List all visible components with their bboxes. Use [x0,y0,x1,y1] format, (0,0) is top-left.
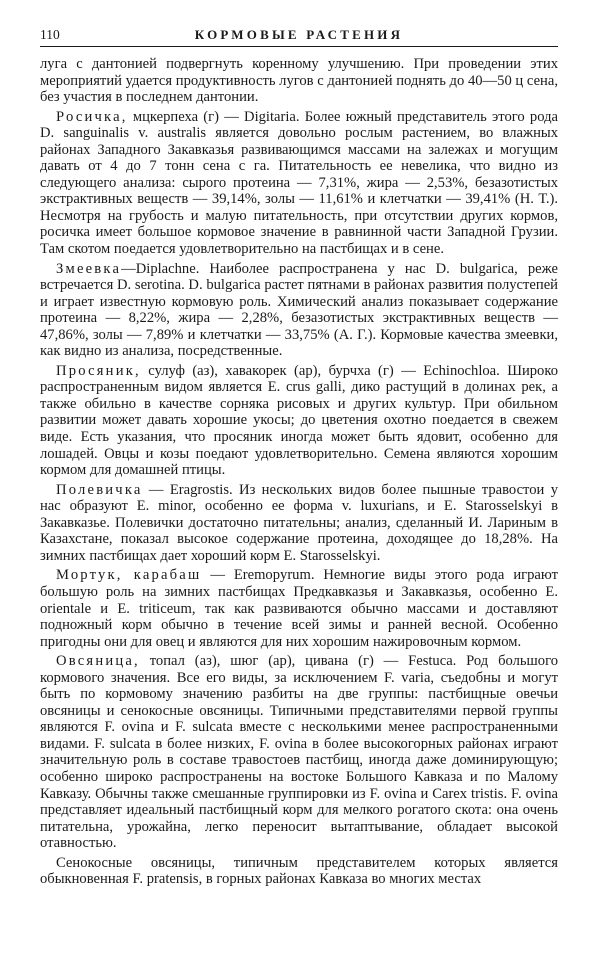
plant-term: Змеевка [56,260,122,277]
plant-term: Полевичка [56,481,143,498]
paragraph-eremopyrum [40,567,558,650]
body-text [40,56,558,888]
paragraph-text: сулуф (аз), хавакорек (ар), бурчха (г) — Echinochloa. Широко распространенным видом является E. crus galli, дико растущий в долинах рек, а также обильно в качестве сорняка рисовых и других культур. При обильном развитии может давать хорошие укосы; до цветения охотно поедается в свежем виде. Есть указания, что просяник иногда может быть ядовит, особенно для лошадей. Овцы и козы поедают удовлетворительно. Семена являются хорошим кормом для домашней птицы. [40,362,558,479]
plant-term: Овсяница, [56,653,140,670]
paragraph-text: Сенокосные овсяницы, типичным представителем которых является обыкновенная F. pratensis, в горных районах Кавказа во многих местах [40,854,558,888]
book-page [40,26,558,888]
paragraph-festuca [40,653,558,852]
paragraph-eragrostis [40,482,558,565]
paragraph-text: —Diplachne. Наиболее распространена у нас D. bulgarica, реже встречается D. serotina. D. bulgarica растет пятнами в районах развития полустепей и играет известную кормовую роль. Химический анализ показывает содержание протеина — 8,22%, жира — 2,28%, безазотистых экстрактивных веществ — 47,86%, золы — 7,89% и клетчатки — 33,75% (А. Г.). Кормовые качества змеевки, как видно из анализа, посредственные. [40,260,558,360]
paragraph-text: — Eremopyrum. Немногие виды этого рода играют большую роль на зимних пастбищах Предкавказья и Закавказья, особенно E. orientale и E. triticeum, так как развиваются обычно массами и доставляют подножный корм обычно в течение всей зимы и ранней весной. Особенно пригодны они для овец и являются для них хорошим нажировочным кормом. [40,567,558,650]
page-number: 110 [40,27,60,42]
plant-term: Росичка, [56,108,128,125]
paragraph-text: мцкерпеха (г) — Digitaria. Более южный представитель этого рода D. sanguinalis v. australis является довольно рослым растением, во влажных районах Западного Закавказья развивающимся массами на залежах и могущим давать от 4 до 7 тонн сена с га. Питательность ее невелика, что видно из следующего анализа: сырого протеина — 7,31%, жира — 2,53%, безазотистых экстрактивных веществ — 39,14%, золы — 11,61% и клетчатки — 39,41% (Н. Т.). Несмотря на грубость и малую питательность, при отсутствии других кормов, росичка имеет большое кормовое значение в равнинной части Западной Грузии. Там скотом поедается удовлетворительно на пастбищах и в сене. [40,108,558,258]
paragraph-echinochloa [40,363,558,479]
paragraph-dantonia-end [40,56,558,106]
paragraph-text: — Eragrostis. Из нескольких видов более пышные травостои у нас образуют E. minor, особенно ее форма v. luxurians, и E. Starosselskyi в Закавказье. Полевички достаточно питательны; анализ, сделанный И. Лариным в Казахстане, показал высокое содержание протеина, доходящее до 18,28%. На зимних пастбищах дает хороший корм E. Starosselskyi. [40,481,558,564]
paragraph-text: луга с дантонией подвергнуть коренному улучшению. При проведении этих мероприятий удается продуктивность лугов с дантонией поднять до 40—50 ц сена, без участия в последнем дантонии. [40,56,558,106]
paragraph-text: топал (аз), шюг (ар), цивана (г) — Festuca. Род большого кормового значения. Все его виды, за исключением F. varia, съедобны и могут быть по кормовому значению разбиты на две группы: пастбищные овечьи овсяницы и сенокосные овсяницы. Типичными представителями первой группы являются F. ovina и F. sulcata вместе с несколькими менее распространенными видами. F. sulcata в более низких, F. ovina в более высокогорных районах играют значительную роль в составе травостоев пастбищ, иногда даже доминирующую; особенно широко распространены на востоке Большого Кавказа и по Малому Кавказу. Обычны также смешанные группировки из F. ovina и Carex tristis. F. ovina представляет идеальный пастбищный корм для мелкого рогатого скота: она очень питательна, урожайна, легко переносит вытаптывание, обладает высокой отавностью. [40,653,558,852]
running-title: КОРМОВЫЕ РАСТЕНИЯ [194,27,404,42]
plant-term: Просяник, [56,362,141,379]
paragraph-digitaria [40,109,558,258]
paragraph-festuca-pratensis [40,855,558,888]
page-header [40,26,558,47]
plant-term: Мортук, карабаш [56,567,202,584]
paragraph-diplachne [40,261,558,360]
